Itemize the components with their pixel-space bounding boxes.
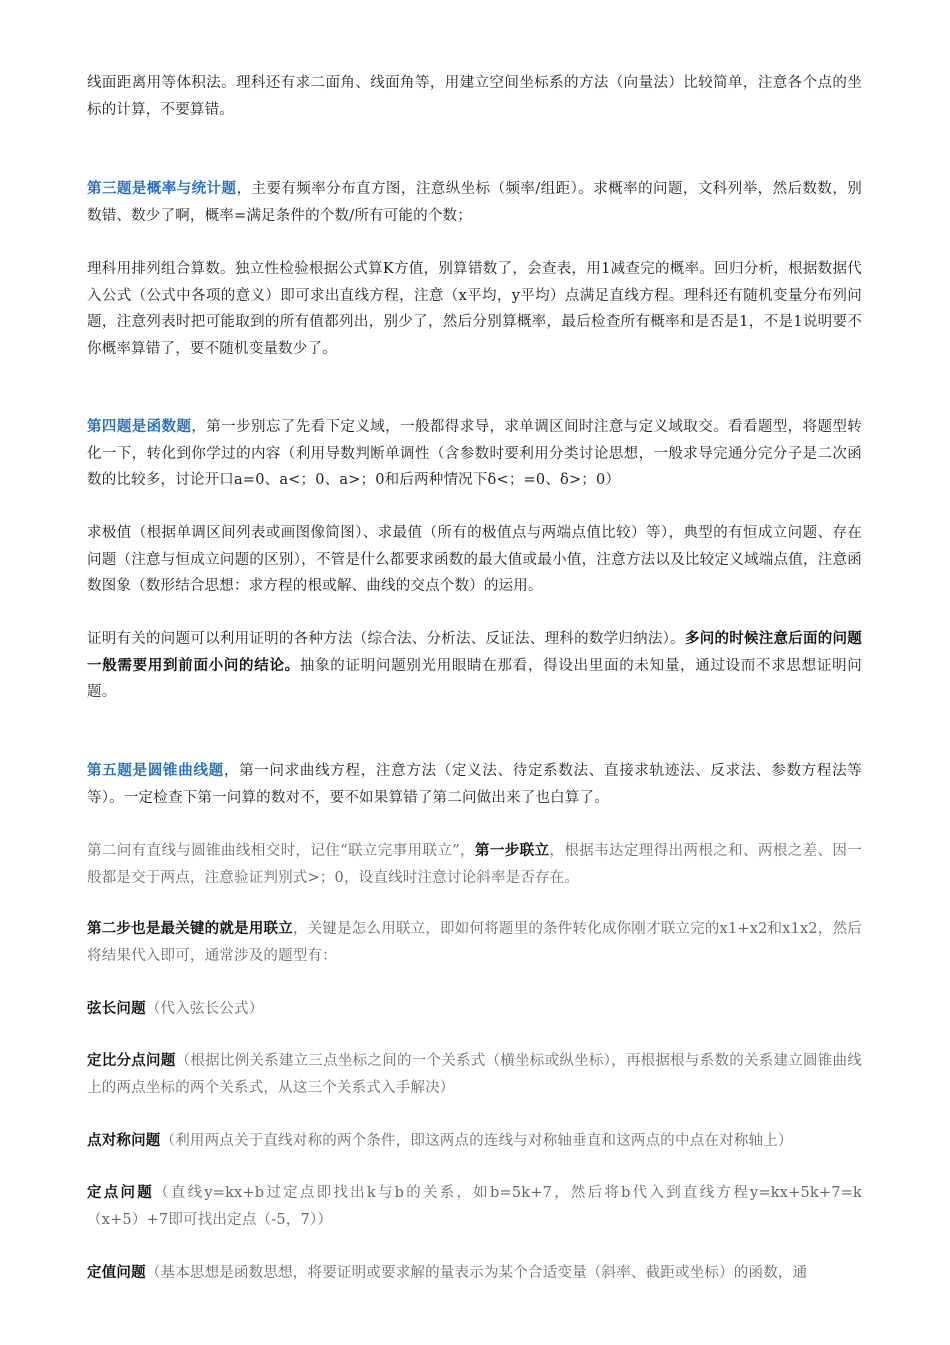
paragraph-text: 证明有关的问题可以利用证明的各种方法（综合法、分析法、反证法、理科的数学归纳法）。 (87, 631, 685, 647)
paragraph-simultaneous-equations (87, 838, 862, 891)
paragraph-text: ，根据韦达定理得出两根之和、两根之差、因一般都是交于两点，注意验证判别式>；0，设直线时注意讨论斜率是否存在。 (87, 843, 862, 886)
paragraph-text: 抽象的证明问题别光用眼睛在那看，得设出里面的未知量，通过设而不求思想证明问题。 (87, 657, 862, 700)
paragraph-second-step (87, 916, 862, 969)
paragraph-text: 求极值（根据单调区间列表或画图像简图）、求最值（所有的极值点与两端点值比较）等），典型的有恒成立问题、存在问题（注意与恒成立问题的区别），不管是什么都要求函数的最大值或最小值，注意方法以及比较定义域端点值，注意函数图象（数形结合思想：求方程的根或解、曲线的交点个数）的运用。 (87, 525, 862, 594)
topic-label: 定值问题 (87, 1264, 146, 1281)
emphasis-text: 第二步也是最关键的就是用联立 (87, 920, 293, 937)
paragraph-chord-length (87, 996, 862, 1023)
paragraph-text: ，第一步别忘了先看下定义域，一般都得求导，求单调区间时注意与定义域取交。看看题型，将题型转化一下，转化到你学过的内容（利用导数判断单调性（含参数时要利用分类讨论思想，一般求导完通分完分子是二次函数的比较多，讨论开口a=0、a<；0、a>；0和后两种情况下δ<；=0、δ>；0） (87, 419, 862, 488)
paragraph-text: （根据比例关系建立三点坐标之间的一个关系式（横坐标或纵坐标），再根据根与系数的关系建立圆锥曲线上的两点坐标的两个关系式，从这三个关系式入手解决） (87, 1053, 862, 1096)
topic-label: 定比分点问题 (87, 1052, 176, 1069)
paragraph-text: 理科用排列组合算数。独立性检验根据公式算K方值，别算错数了，会查表，用1减查完的概率。回归分析，根据数据代入公式（公式中各项的意义）即可求出直线方程，注意（x平均，y平均）点满足直线方程。理科还有随机变量分布列问题，注意列表时把可能取到的所有值都列出，别少了，然后分别算概率，最后检查所有概率和是否是1，不是1说明要不你概率算错了，要不随机变量数少了。 (87, 261, 862, 357)
paragraph-text: ，主要有频率分布直方图，注意纵坐标（频率/组距）。求概率的问题，文科列举，然后数数，别数错、数少了啊，概率=满足条件的个数/所有可能的个数； (87, 181, 863, 224)
paragraph-ratio-division (87, 1048, 862, 1101)
paragraph-proof-methods (87, 626, 862, 706)
paragraph-text: ，第一问求曲线方程，注意方法（定义法、待定系数法、直接求轨迹法、反求法、参数方程法等等）。一定检查下第一问算的数对不，要不如果算错了第二问做出来了也白算了。 (87, 763, 862, 806)
paragraph-text: （代入弦长公式） (145, 1001, 264, 1017)
topic-label: 点对称问题 (87, 1132, 161, 1149)
paragraph-fixed-point (87, 1180, 862, 1233)
paragraph-extreme-values (87, 520, 862, 600)
paragraph-fixed-value (87, 1260, 862, 1287)
paragraph-conic-sections (87, 758, 862, 811)
topic-label: 定点问题 (87, 1184, 155, 1201)
emphasis-text: 第一步联立 (474, 842, 550, 859)
paragraph-text: （利用两点关于直线对称的两个条件，即这两点的连线与对称轴垂直和这两点的中点在对称轴上） (160, 1133, 793, 1149)
paragraph-text: ，关键是怎么用联立，即如何将题里的条件转化成你刚才联立完的x1+x2和x1x2，然后将结果代入即可，通常涉及的题型有： (87, 921, 862, 964)
paragraph-text: （基本思想是函数思想，将要证明或要求解的量表示为某个合适变量（斜率、截距或坐标）的函数，通 (145, 1265, 808, 1281)
paragraph-text: 第二问有直线与圆锥曲线相交时，记住“联立完事用联立”， (87, 843, 475, 859)
section-heading-fourth-question: 第四题是函数题 (87, 418, 192, 435)
emphasis-text: 多问的时候注意后面的问题一般需要用到前面小问的结论。 (87, 630, 863, 674)
section-heading-fifth-question: 第五题是圆锥曲线题 (87, 762, 224, 779)
paragraph-function-question (87, 414, 862, 494)
paragraph-point-symmetry (87, 1128, 862, 1155)
paragraph-distance-volume (87, 70, 862, 123)
paragraph-probability-statistics (87, 176, 862, 229)
topic-label: 弦长问题 (87, 1000, 146, 1017)
paragraph-text: 线面距离用等体积法。理科还有求二面角、线面角等，用建立空间坐标系的方法（向量法）比较简单，注意各个点的坐标的计算，不要算错。 (87, 75, 862, 118)
paragraph-text: （直线y=kx+b过定点即找出k与b的关系，如b=5k+7，然后将b代入到直线方程y=kx+5k+7=k（x+5）+7即可找出定点（-5，7）） (87, 1185, 862, 1228)
paragraph-science-probability (87, 256, 862, 362)
section-heading-third-question: 第三题是概率与统计题 (87, 180, 237, 197)
